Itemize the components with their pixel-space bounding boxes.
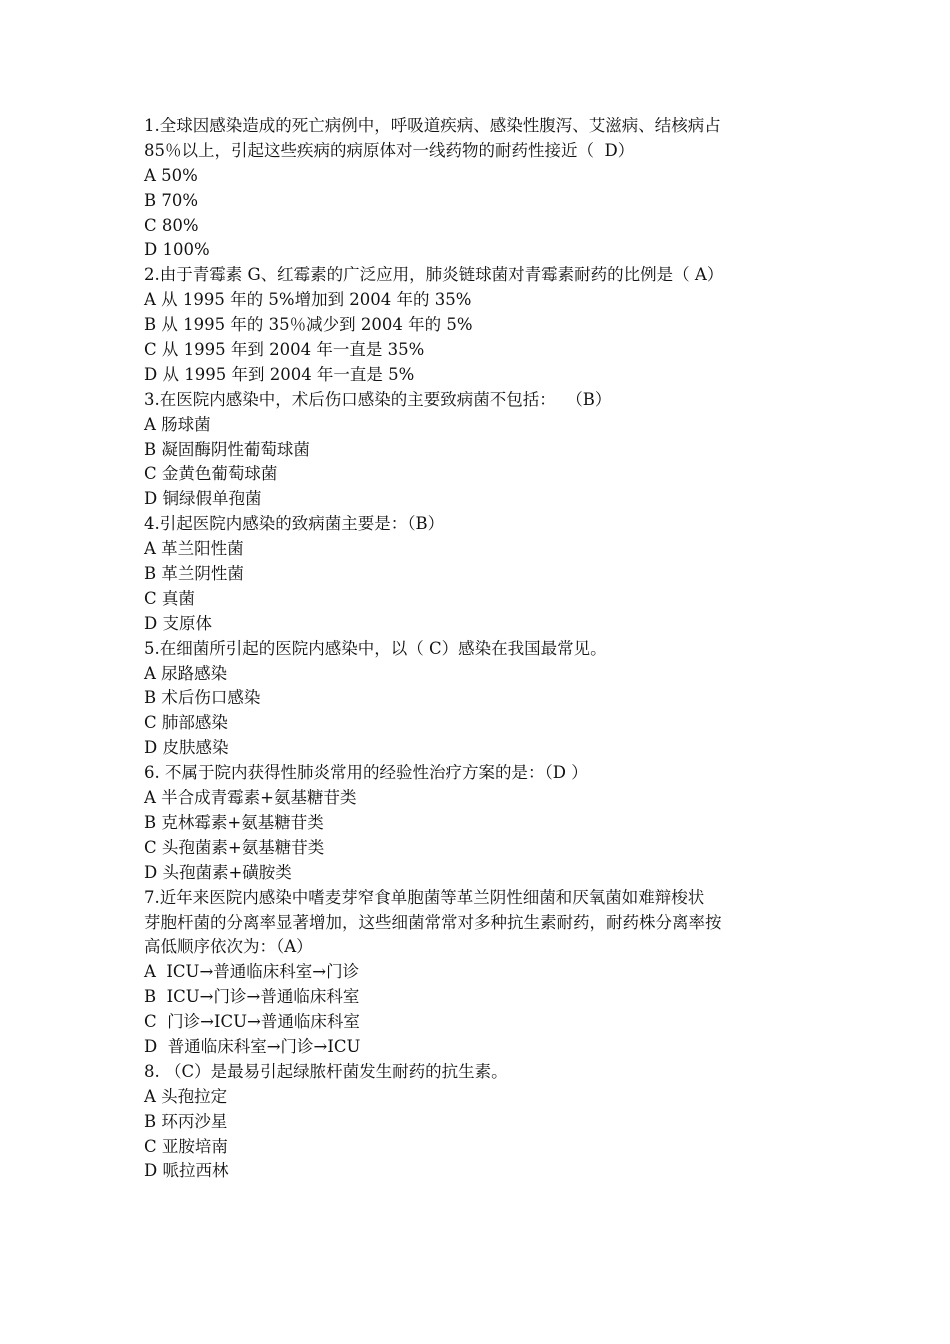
text-line: D 铜绿假单孢菌: [144, 489, 262, 509]
text-line: D 皮肤感染: [144, 738, 229, 758]
text-line: 芽胞杆菌的分离率显著增加，这些细菌常常对多种抗生素耐药，耐药株分离率按: [144, 912, 722, 932]
text-line: B 克林霉素+氨基糖苷类: [144, 812, 324, 832]
text-line: D 头孢菌素+磺胺类: [144, 862, 292, 882]
text-line: C 肺部感染: [144, 713, 228, 733]
text-line: B 术后伤口感染: [144, 688, 261, 708]
text-line: C 亚胺培南: [144, 1136, 228, 1156]
text-line: 85％以上，引起这些疾病的病原体对一线药物的耐药性接近（ D）: [144, 140, 635, 160]
question-text-block: [144, 114, 814, 1184]
text-line: A 从 1995 年的 5%增加到 2004 年的 35%: [144, 290, 472, 310]
text-line: B 革兰阴性菌: [144, 564, 244, 584]
text-line: B 环丙沙星: [144, 1111, 228, 1131]
text-line: C 金黄色葡萄球菌: [144, 464, 278, 484]
text-line: B 70%: [144, 190, 199, 210]
text-line: D 100%: [144, 240, 210, 260]
text-line: 高低顺序依次为：（A）: [144, 937, 313, 957]
text-line: C 门诊→ICU→普通临床科室: [144, 1012, 360, 1032]
text-line: D 普通临床科室→门诊→ICU: [144, 1036, 361, 1056]
text-line: C 真菌: [144, 588, 195, 608]
text-line: A 50%: [144, 165, 198, 185]
text-line: D 哌拉西林: [144, 1161, 229, 1181]
text-line: 1.全球因感染造成的死亡病例中，呼吸道疾病、感染性腹泻、艾滋病、结核病占: [144, 116, 721, 135]
text-line: 2.由于青霉素 G、红霉素的广泛应用，肺炎链球菌对青霉素耐药的比例是（ A）: [144, 265, 724, 285]
text-line: 4.引起医院内感染的致病菌主要是：（B）: [144, 514, 445, 534]
text-line: 3.在医院内感染中，术后伤口感染的主要致病菌不包括： （B）: [144, 389, 612, 409]
text-line: 7.近年来医院内感染中嗜麦芽窄食单胞菌等革兰阴性细菌和厌氧菌如难辩梭状: [144, 887, 705, 907]
text-line: B 从 1995 年的 35％减少到 2004 年的 5%: [144, 315, 473, 335]
text-line: A 肠球菌: [144, 414, 211, 434]
text-line: D 从 1995 年到 2004 年一直是 5%: [144, 364, 415, 384]
text-line: B ICU→门诊→普通临床科室: [144, 987, 360, 1007]
text-line: D 支原体: [144, 613, 212, 633]
text-line: C 从 1995 年到 2004 年一直是 35%: [144, 340, 425, 360]
text-line: 6. 不属于院内获得性肺炎常用的经验性治疗方案的是：（D ）: [144, 763, 588, 783]
text-line: A 头孢拉定: [144, 1086, 228, 1106]
text-line: 8. （C）是最易引起绿脓杆菌发生耐药的抗生素。: [144, 1061, 508, 1081]
text-line: B 凝固酶阴性葡萄球菌: [144, 439, 310, 459]
text-line: A 半合成青霉素+氨基糖苷类: [144, 788, 357, 808]
text-line: A 尿路感染: [144, 663, 228, 683]
text-line: C 80%: [144, 215, 199, 235]
text-line: 5.在细菌所引起的医院内感染中，以（ C）感染在我国最常见。: [144, 638, 607, 658]
text-line: A 革兰阳性菌: [144, 539, 244, 559]
text-line: C 头孢菌素+氨基糖苷类: [144, 837, 325, 857]
text-line: A ICU→普通临床科室→门诊: [144, 962, 360, 982]
